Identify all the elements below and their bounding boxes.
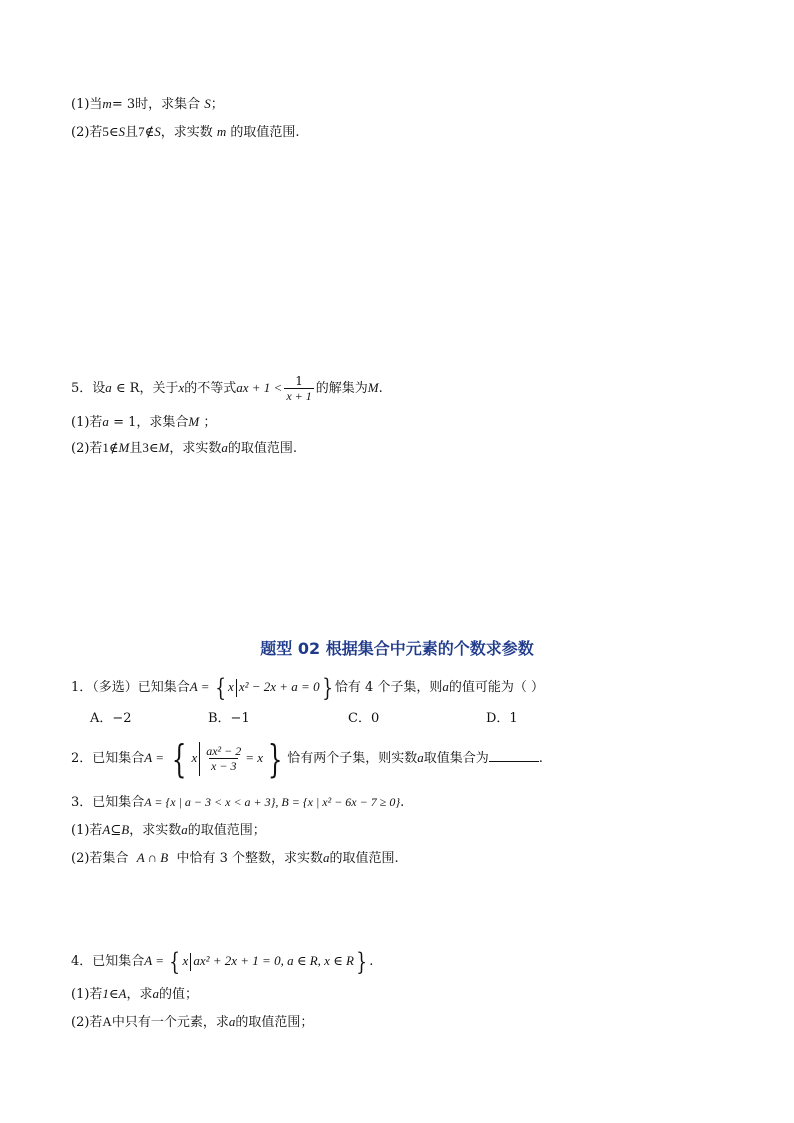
text: (1)若 [71,823,103,838]
text: 4．已知集合 [71,954,145,969]
text: 的取值范围； [235,1015,314,1030]
var-S: S [118,124,126,139]
text: (2)若集合 [71,851,129,866]
var-x: x [228,679,234,694]
fraction [284,374,313,403]
text: ，求 [126,987,153,1002]
text: 的取值范围. [227,441,298,456]
brace-right: } [267,736,283,781]
text: ； [210,97,224,112]
set-expression: ax² + 2x + 1 = 0, a ∈ R, x ∈ R [193,953,354,968]
expr: A ∩ B [136,850,169,865]
text: . [400,795,405,810]
fraction [204,744,243,773]
var-a: a [181,822,188,837]
var-a: a [152,986,160,1001]
var-a: a [417,750,424,765]
var-m: m [102,96,112,111]
inequality-lhs: ax + 1 < [236,380,283,395]
num-7: 7 [138,124,145,139]
brace-left: { [172,736,187,781]
text: 且 [129,441,143,456]
set-name: A = [189,679,213,694]
q5-part-1 [71,412,216,433]
answer-blank[interactable] [489,749,539,762]
fraction-denominator: x + 1 [286,389,312,403]
text: 的取值范围. [329,851,399,866]
option-b: B．−1 [208,711,250,726]
option-a: A．−2 [90,711,132,726]
text: 的取值范围. [230,125,300,140]
t1-stem [71,674,544,701]
var-a: a [221,440,228,455]
text: . [369,954,374,969]
text: ∈ [108,125,119,140]
set-A: A [102,1014,112,1029]
expr: 1∉ [102,440,119,455]
prev-part-1 [71,94,224,115]
var-a: a [228,1014,236,1029]
text: ，求实数 [169,441,222,456]
bar [236,679,237,697]
t4-stem [71,948,373,975]
text: 2．已知集合 [71,751,145,766]
text: (2)若 [71,441,103,456]
t3-part-2 [71,848,399,869]
text: 中只有一个元素，求 [111,1015,229,1030]
text: 的取值范围； [187,823,266,838]
prev-part-2 [71,122,300,143]
text: = 1，求集合 [113,415,189,430]
option-d: D．1 [486,711,518,726]
bar [199,742,200,776]
text: 的解集为 [315,381,368,396]
text: ，求实数 [160,125,213,140]
fraction-numerator: 1 [295,374,303,388]
set-expression: x² − 2x + a = 0 [238,679,320,694]
var-a: a [442,679,449,694]
brace-right: } [321,673,333,702]
text: 的不等式 [184,381,237,396]
text: 取值集合为 [423,751,489,766]
brace-left: { [215,673,226,702]
text: = 3时，求集合 [111,97,201,112]
brace-left: { [169,947,181,976]
t4-part-1 [71,984,198,1005]
var-a: a [102,414,109,429]
section-title: 题型 02 根据集合中元素的个数求参数 [260,639,534,658]
fraction-denominator: x − 3 [211,759,237,773]
t4-part-2 [71,1012,313,1033]
q5-stem: 5．设a ∈ R，关于x的不等式ax + 1 < $\frac{1}{x + 1}$ 的解集为M. [71,374,383,403]
var-a: a [105,380,112,395]
var-M: M [188,414,200,429]
set-name: A = [144,953,168,968]
text: ∉ [144,125,155,140]
var-a: a [323,850,330,865]
q5-part-2 [71,438,297,459]
text: 恰有 4 个子集，则 [334,680,443,695]
brace-right: } [356,947,367,976]
var-x: x [178,380,185,395]
var-m: m [216,124,227,139]
expr: A⊆B [102,822,130,837]
equation-rhs: = x [245,750,264,765]
text: ∈ R，关于 [115,381,179,396]
text: (1)若 [71,987,103,1002]
text: (1)若 [71,415,103,430]
var-M: M [118,440,130,455]
text: (2)若 [71,125,103,140]
text: 1．（多选）已知集合 [71,680,190,695]
set-name: A = [144,750,168,765]
text: 的值可能为（ ） [448,680,545,695]
text: 恰有两个子集，则实数 [287,751,418,766]
expr: 3∈ [142,440,159,455]
text: 且 [125,125,139,140]
var-x: x [182,953,189,968]
text: (1)当 [71,97,103,112]
num-5: 5 [102,124,109,139]
set-definitions: A = {x | a − 3 < x < a + 3}, B = {x | x² − 6x − 7 ≥ 0} [144,795,401,809]
bar [190,953,191,971]
expr: 1∈A [102,986,127,1001]
var-M: M [367,380,379,395]
text: 的值； [159,987,199,1002]
fraction-numerator: ax² − 2 [206,744,242,758]
t3-stem [71,792,404,813]
var-S: S [204,96,211,111]
option-c: C．0 [348,711,380,726]
text: (2)若 [71,1015,103,1030]
var-M: M [158,440,170,455]
var-S: S [154,124,161,139]
text: 5．设 [71,381,106,396]
var-x: x [191,750,198,765]
text: 中恰有 3 个整数，求实数 [176,851,324,866]
t3-part-1 [71,820,266,841]
t2-stem [71,738,543,779]
text: ； [203,415,217,430]
text: 3．已知集合 [71,795,145,810]
text: ，求实数 [129,823,182,838]
text: . [538,751,543,766]
